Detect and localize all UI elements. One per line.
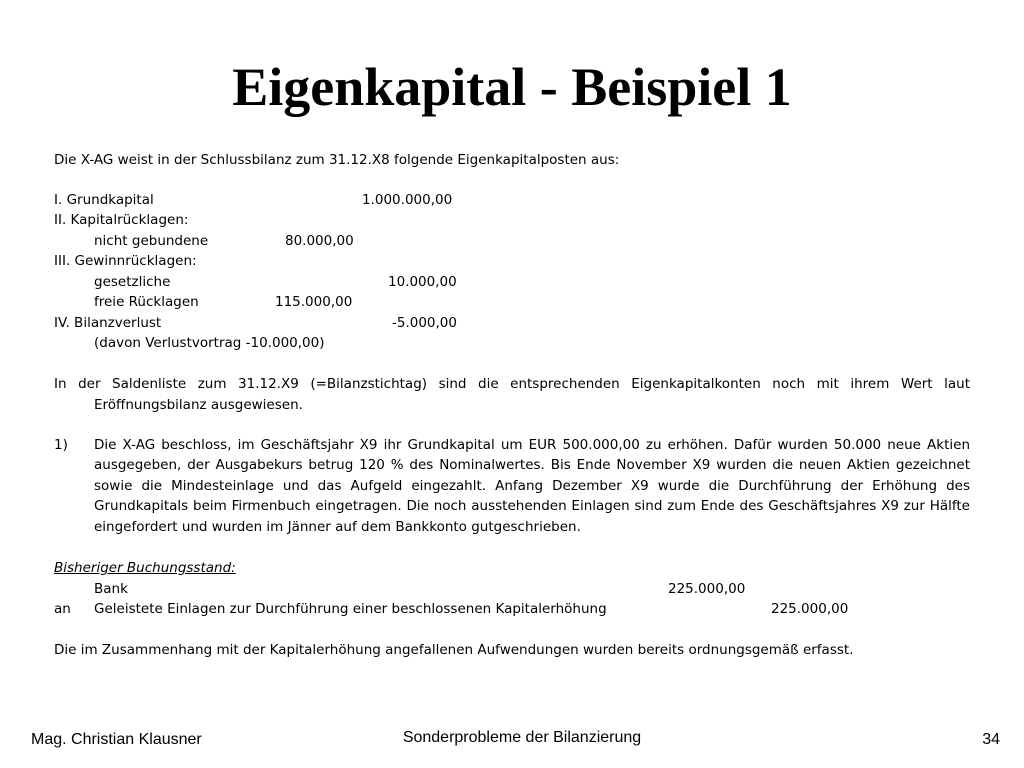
freie-ruecklagen-label: freie Rücklagen (94, 294, 199, 310)
kapitalruecklagen-label: II. Kapitalrücklagen: (54, 212, 189, 228)
saldenliste-text: In der Saldenliste zum 31.12.X9 (=Bilanzstichtag) sind die entsprechenden Eigenkapitalkonten noch mit ihrem Wert laut (54, 376, 970, 392)
saldenliste-text-cont: Eröffnungsbilanz ausgewiesen. (94, 397, 303, 413)
gesetzliche-value: 10.000,00 (388, 274, 457, 290)
booking-debit-account: Bank (94, 581, 128, 597)
slide-body (54, 150, 970, 670)
verlustvortrag-note: (davon Verlustvortrag -10.000,00) (94, 335, 325, 351)
grundkapital-value: 1.000.000,00 (362, 192, 453, 208)
footer-topic: Sonderprobleme der Bilanzierung (402, 729, 642, 746)
point-1-number: 1) (54, 437, 68, 453)
footer-author: Mag. Christian Klausner (31, 731, 202, 748)
bilanzverlust-label: IV. Bilanzverlust (54, 315, 162, 331)
intro-text: Die X-AG weist in der Schlussbilanz zum 31.12.X8 folgende Eigenkapitalposten aus: (54, 152, 620, 168)
nicht-gebundene-value: 80.000,00 (285, 233, 354, 249)
bilanzverlust-value: -5.000,00 (392, 315, 457, 331)
booking-debit-amount: 225.000,00 (668, 581, 746, 597)
closing-note: Die im Zusammenhang mit der Kapitalerhöhung angefallenen Aufwendungen wurden bereits ordnungsgemäß erfasst. (54, 642, 854, 658)
freie-ruecklagen-value: 115.000,00 (275, 294, 353, 310)
footer-page-number: 34 (982, 731, 1000, 748)
slide-title: Eigenkapital - Beispiel 1 (232, 57, 792, 117)
gesetzliche-label: gesetzliche (94, 274, 171, 290)
nicht-gebundene-label: nicht gebundene (94, 233, 209, 249)
booking-credit-account: Geleistete Einlagen zur Durchführung einer beschlossenen Kapitalerhöhung (94, 601, 607, 617)
booking-credit-prefix: an (54, 601, 71, 617)
gewinnruecklagen-label: III. Gewinnrücklagen: (54, 253, 197, 269)
booking-credit-amount: 225.000,00 (771, 601, 849, 617)
booking-heading: Bisheriger Buchungsstand: (54, 560, 236, 576)
grundkapital-label: I. Grundkapital (54, 192, 154, 208)
point-1-text: Die X-AG beschloss, im Geschäftsjahr X9 ihr Grundkapital um EUR 500.000,00 zu erhöhen. Dafür wurden 50.000 neue Aktien ausgegeben, der Ausgabekurs betrug 120 % des Nominalwertes. Bis Ende November X9 wurden die neuen Aktien gezeichnet sowie die Mindesteinlage und das Aufgeld eingezahlt. Anfang Dezember X9 wurde die Durchführung der Erhöhung des Grundkapitals beim Firmenbuch eingetragen. Die noch ausstehenden Einlagen sind zum Ende des Geschäftsjahres X9 zur Hälfte eingefordert und wurden im Jänner auf dem Bankkonto gutgeschrieben. (94, 437, 970, 535)
